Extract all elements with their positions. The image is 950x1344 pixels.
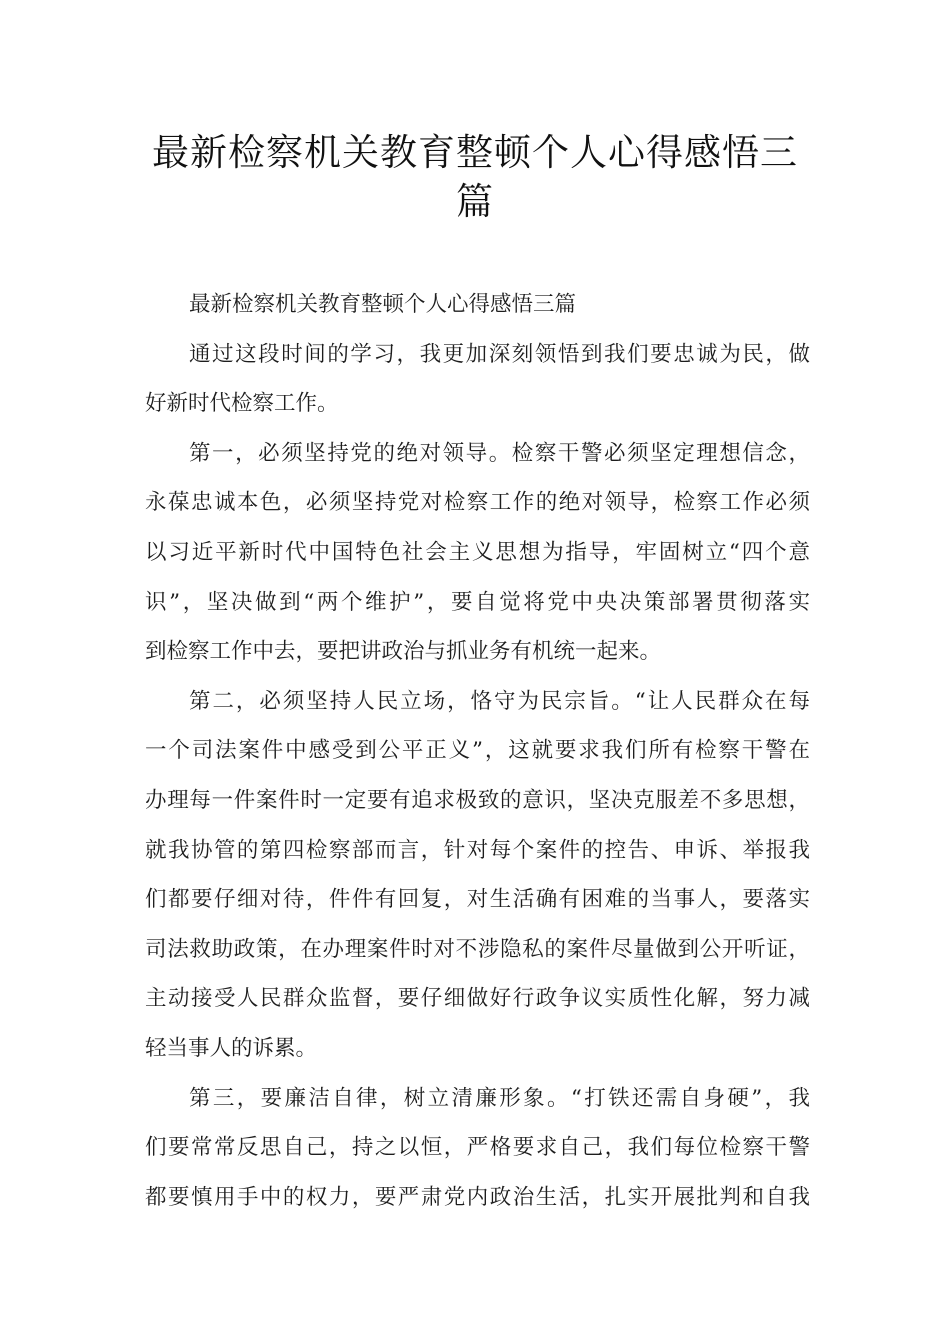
paragraph-line: 们都要仔细对待，件件有回复，对生活确有困难的当事人，要落实	[145, 887, 810, 913]
title-line: 篇	[456, 180, 494, 223]
paragraph-line: 办理每一件案件时一定要有追求极致的意识，坚决克服差不多思想，	[145, 787, 810, 813]
paragraph-line: 们要常常反思自己，持之以恒，严格要求自己，我们每位检察干警	[145, 1135, 810, 1161]
paragraph-line: 司法救助政策，在办理案件时对不涉隐私的案件尽量做到公开听证，	[145, 936, 810, 962]
paragraph-line: 主动接受人民群众监督，要仔细做好行政争议实质性化解，努力减	[145, 986, 810, 1012]
paragraph-line: 都要慎用手中的权力，要严肃党内政治生活，扎实开展批判和自我	[145, 1184, 810, 1210]
paragraph-line: 第三，要廉洁自律，树立清廉形象。“打铁还需自身硬”，我	[189, 1085, 810, 1111]
paragraph-line: 第一，必须坚持党的绝对领导。检察干警必须坚定理想信念，	[189, 440, 810, 466]
paragraph-line: 以习近平新时代中国特色社会主义思想为指导，牢固树立“四个意	[145, 539, 810, 565]
paragraph-line: 就我协管的第四检察部而言，针对每个案件的控告、申诉、举报我	[145, 837, 810, 863]
paragraph-line: 第二，必须坚持人民立场，恪守为民宗旨。“让人民群众在每	[189, 688, 810, 714]
paragraph-line: 一个司法案件中感受到公平正义”，这就要求我们所有检察干警在	[145, 738, 810, 764]
title-line: 最新检察机关教育整顿个人心得感悟三	[152, 131, 798, 174]
subtitle-line: 最新检察机关教育整顿个人心得感悟三篇	[189, 292, 577, 317]
paragraph-line: 好新时代检察工作。	[145, 391, 339, 417]
paragraph-line: 识”，坚决做到“两个维护”，要自觉将党中央决策部署贯彻落实	[145, 589, 810, 615]
document-body	[145, 280, 810, 1222]
paragraph-line: 通过这段时间的学习，我更加深刻领悟到我们要忠诚为民，做	[189, 341, 810, 367]
document-title	[140, 128, 810, 226]
paragraph-line: 永葆忠诚本色，必须坚持党对检察工作的绝对领导，检察工作必须	[145, 490, 810, 516]
paragraph-line: 轻当事人的诉累。	[145, 1035, 318, 1061]
paragraph-line: 到检察工作中去，要把讲政治与抓业务有机统一起来。	[145, 639, 662, 665]
